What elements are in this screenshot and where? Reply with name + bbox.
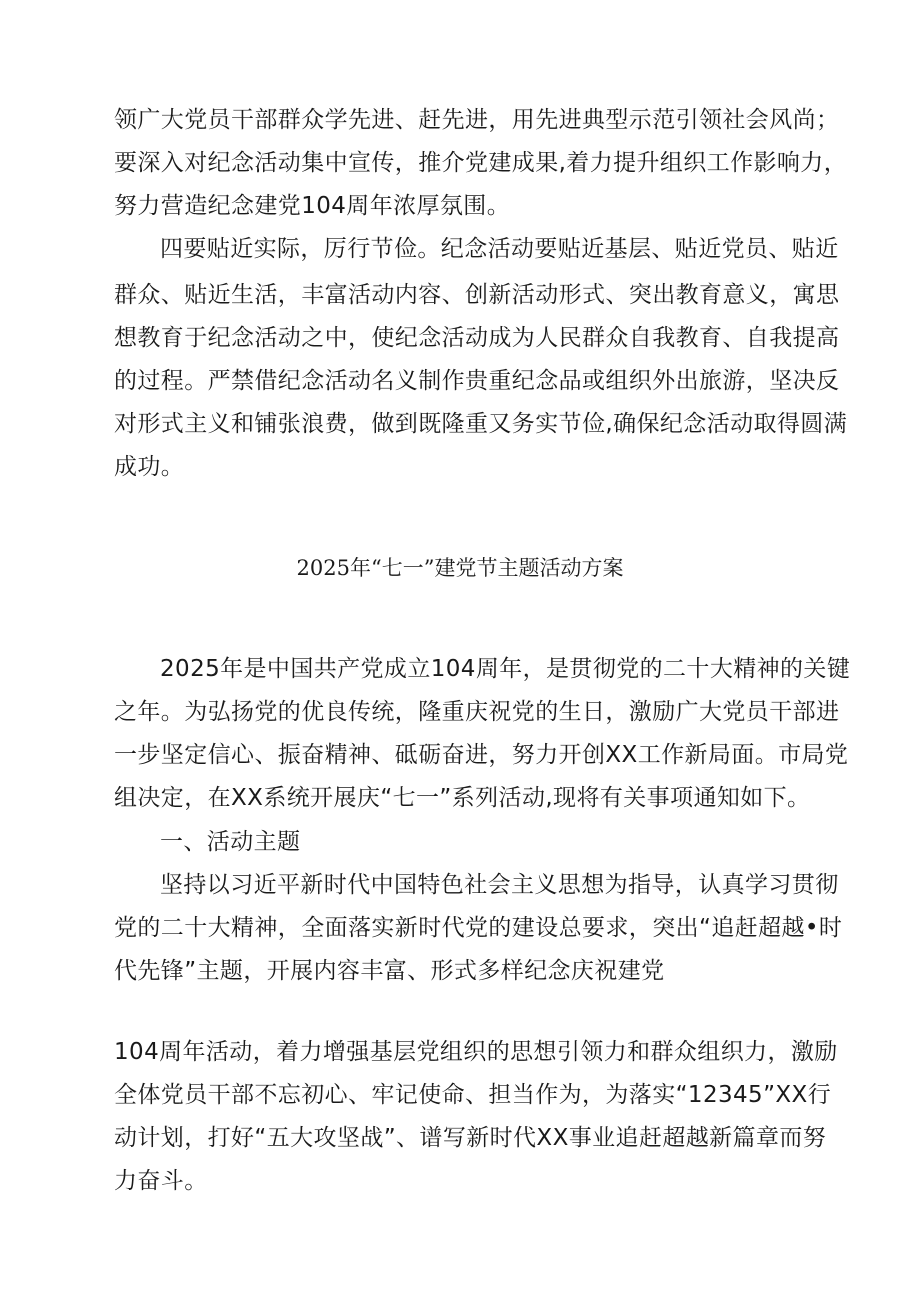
paragraph-line: 努力营造纪念建党104周年浓厚氛围。 <box>114 193 511 219</box>
paragraph-line: 全体党员干部不忘初心、牢记使命、担当作为，为落实“12345”XX行 <box>114 1082 832 1108</box>
paragraph-line: 力奋斗。 <box>114 1168 208 1194</box>
paragraph-line: 党的二十大精神，全面落实新时代党的建设总要求，突出“追赶超越•时 <box>114 915 843 941</box>
paragraph-line: 领广大党员干部群众学先进、赶先进，用先进典型示范引领社会风尚； <box>114 107 840 133</box>
document-title: 2025年“七一”建党节主题活动方案 <box>296 556 624 580</box>
paragraph-line: 动计划，打好“五大攻坚战”、谱写新时代XX事业追赶超越新篇章而努 <box>114 1125 827 1151</box>
paragraph-line: 2025年是中国共产党成立104周年，是贯彻党的二十大精神的关键 <box>160 656 851 682</box>
section-heading: 一、活动主题 <box>160 829 301 855</box>
paragraph-line: 对形式主义和铺张浪费，做到既隆重又务实节俭,确保纪念活动取得圆满 <box>114 411 848 437</box>
paragraph-line: 四要贴近实际，厉行节俭。纪念活动要贴近基层、贴近党员、贴近 <box>160 236 839 262</box>
paragraph-line: 一步坚定信心、振奋精神、砥砺奋进，努力开创XX工作新局面。市局党 <box>114 742 849 768</box>
paragraph-line: 代先锋”主题，开展内容丰富、形式多样纪念庆祝建党 <box>114 958 665 984</box>
paragraph-line: 之年。为弘扬党的优良传统，隆重庆祝党的生日，激励广大党员干部进 <box>114 699 840 725</box>
paragraph-line: 组决定，在XX系统开展庆“七一”系列活动,现将有关事项通知如下。 <box>114 785 811 811</box>
paragraph-line: 群众、贴近生活，丰富活动内容、创新活动形式、突出教育意义，寓思 <box>114 282 840 308</box>
paragraph-line: 的过程。严禁借纪念活动名义制作贵重纪念品或组织外出旅游，坚决反 <box>114 368 840 394</box>
paragraph-line: 想教育于纪念活动之中，使纪念活动成为人民群众自我教育、自我提高 <box>114 325 840 351</box>
paragraph-line: 成功。 <box>114 454 185 480</box>
paragraph-line: 要深入对纪念活动集中宣传，推介党建成果,着力提升组织工作影响力， <box>114 150 848 176</box>
paragraph-line: 坚持以习近平新时代中国特色社会主义思想为指导，认真学习贯彻 <box>160 872 839 898</box>
paragraph-line: 104周年活动，着力增强基层党组织的思想引领力和群众组织力，激励 <box>114 1039 838 1065</box>
